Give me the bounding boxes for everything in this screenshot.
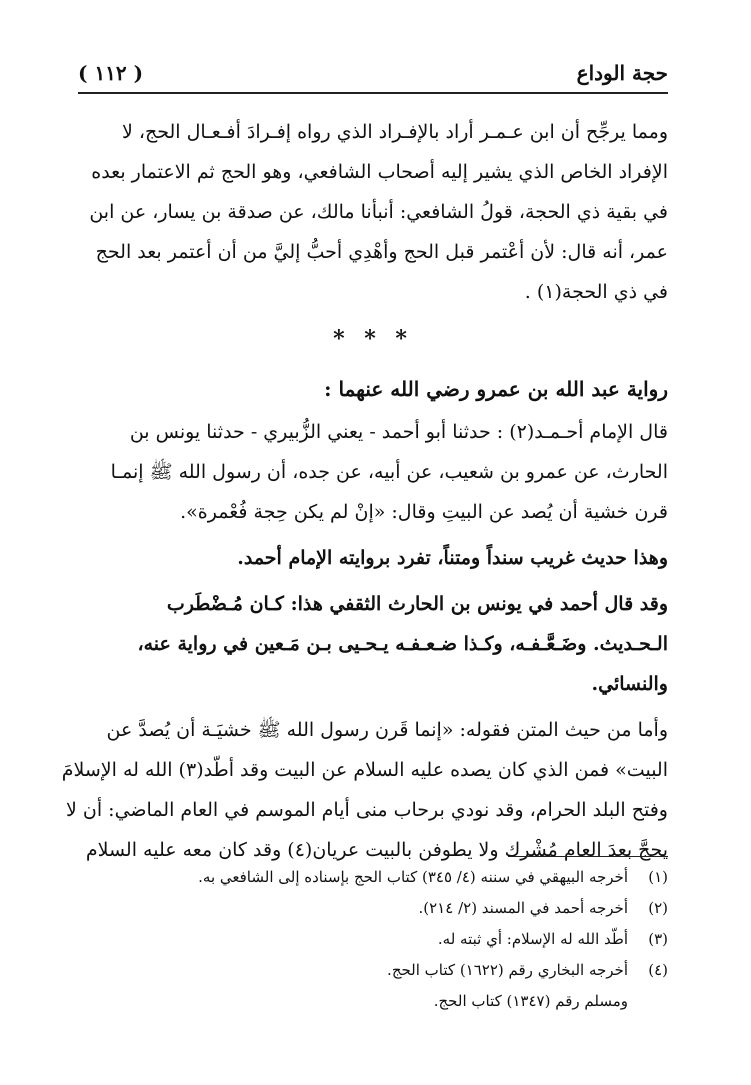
footnote [78, 893, 668, 924]
footnotes [78, 862, 668, 1017]
paragraph-1 [78, 112, 668, 312]
text-line: الحارث، عن عمرو بن شعيب، عن أبيه، عن جده، أن رسول الله ﷺ إنمـا [110, 461, 668, 483]
footnote-continuation [78, 986, 668, 1017]
text-line: قرن خشية أن يُصد عن البيتِ وقال: «إنْ لم يكن حِجة فُعْمرة». [180, 501, 668, 523]
text-line: وأما من حيث المتن فقوله: «إنما قَرن رسول الله ﷺ خشيَـة أن يُصدَّ عن [106, 719, 668, 741]
header-rule [78, 92, 668, 94]
footnote-number: (٤) [648, 961, 668, 979]
text-line: عمر، أنه قال: لأن أعْتمر قبل الحج وأهْدِي أحبُّ إليَّ من أن أعتمر بعد الحج [95, 241, 668, 263]
footnote [78, 862, 668, 893]
footnote-number: (٣) [648, 930, 668, 948]
text-line: يحجَّ بعدَ العام مُشْرك ولا يطوفن بالبيت عريان(٤) وقد كان معه عليه السلام [85, 839, 668, 861]
text-line: وقد قال أحمد في يونس بن الحارث الثقفي هذا: كـان مُـضْطَرب [166, 593, 668, 615]
page-number: ( ١١٢ ) [78, 61, 144, 85]
paragraph-5 [61, 710, 668, 870]
main-text [61, 112, 668, 870]
footnote [78, 955, 668, 986]
footnote-number: (١) [648, 868, 668, 886]
footnote-text: ومسلم رقم (١٣٤٧) كتاب الحج. [433, 992, 628, 1010]
text-line: وفتح البلد الحرام، وقد نودي برحاب منى أيام الموسم في العام الماضي: أن لا [66, 799, 668, 821]
paragraph-3 [78, 538, 668, 578]
footnote-number: (٢) [648, 899, 668, 917]
text-line: الـحـديث. وضَـعَّـفـه، وكـذا ضـعـفـه يـحـيى بـن مَـعين في رواية عنه، [137, 633, 668, 655]
footnote-text: أطّد الله له الإسلام: أي ثبته له. [437, 930, 628, 948]
text-line: والنسائي. [591, 673, 668, 695]
text-line: البيت» فمن الذي كان يصده عليه السلام عن البيت وقد أطّد(٣) الله له الإسلامَ [61, 759, 668, 781]
footnote-text: أخرجه أحمد في المسند (٢/ ٢١٤). [418, 899, 628, 917]
section-separator-stars: * * * [333, 326, 413, 352]
footnote-text: أخرجه البيهقي في سننه (٤/ ٣٤٥) كتاب الحج بإسناده إلى الشافعي به. [198, 868, 628, 886]
paragraph-4 [78, 584, 668, 704]
text-line: ومما يرجِّح أن ابن عـمـر أراد بالإفـراد الذي رواه إفـرادَ أفـعـال الحج، لا [121, 121, 668, 143]
book-title: حجة الوداع [576, 61, 668, 85]
footnote-text: أخرجه البخاري رقم (١٦٢٢) كتاب الحج. [387, 961, 628, 979]
footnote-separator [508, 856, 668, 857]
text-line: الإفراد الخاص الذي يشير إليه أصحاب الشافعي، وهو الحج ثم الاعتمار بعده [91, 161, 668, 183]
paragraph-2 [78, 412, 668, 532]
text-line: قال الإمام أحـمـد(٢) : حدثنا أبو أحمد - يعني الزُّبيري - حدثنا يونس بن [129, 421, 668, 443]
text-line: في بقية ذي الحجة، قولُ الشافعي: أنبأنا مالك، عن صدقة بن يسار، عن ابن [89, 201, 668, 223]
page-header [78, 58, 668, 88]
section-heading: رواية عبد الله بن عمرو رضي الله عنهما : [324, 377, 668, 401]
text-line: وهذا حديث غريب سنداً ومتناً، تفرد بروايته الإمام أحمد. [237, 547, 668, 569]
footnote [78, 924, 668, 955]
text-line: في ذي الحجة(١) . [524, 281, 668, 303]
